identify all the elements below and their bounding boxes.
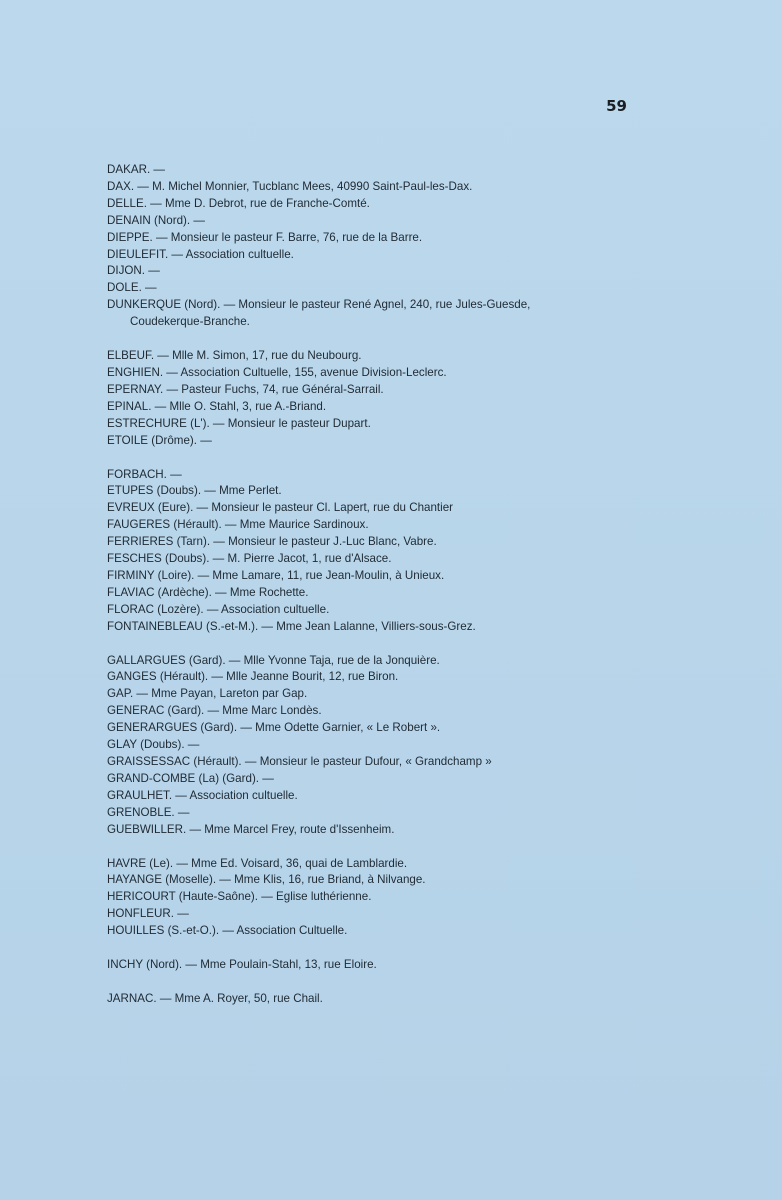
entry-text: DOLE. — [107, 281, 157, 295]
directory-entry [107, 263, 747, 280]
entry-text: HOUILLES (S.-et-O.). — Association Cultuelle. [107, 924, 348, 938]
entry-text: GRENOBLE. — [107, 805, 190, 819]
entry-text: GUEBWILLER. — Mme Marcel Frey, route d'Issenheim. [107, 822, 395, 836]
directory-entry [107, 162, 747, 179]
directory-entry [107, 737, 747, 754]
directory-entry [107, 669, 747, 686]
directory-entry [107, 906, 747, 923]
entry-text: GRAISSESSAC (Hérault). — Monsieur le pasteur Dufour, « Grandchamp » [107, 755, 492, 768]
directory-entry [107, 467, 747, 484]
entry-text: EPERNAY. — Pasteur Fuchs, 74, rue Général-Sarrail. [107, 382, 384, 396]
entry-text: DIJON. — [107, 264, 160, 278]
entry-text: FORBACH. — [107, 467, 182, 481]
directory-entry [107, 382, 747, 399]
directory-entry [107, 399, 747, 416]
directory-entry [107, 788, 747, 805]
entry-text: ELBEUF. — Mlle M. Simon, 17, rue du Neubourg. [107, 349, 362, 363]
entry-text: FERRIERES (Tarn). — Monsieur le pasteur J.-Luc Blanc, Vabre. [107, 535, 437, 549]
directory-entry [107, 179, 747, 196]
directory-entry [107, 297, 747, 331]
directory-entry [107, 754, 747, 771]
entry-text: FLORAC (Lozère). — Association cultuelle. [107, 602, 330, 616]
entry-text: GRAULHET. — Association cultuelle. [107, 788, 298, 802]
entry-text: JARNAC. — Mme A. Royer, 50, rue Chail. [107, 991, 323, 1005]
entry-text: DIEPPE. — Monsieur le pasteur F. Barre, 76, rue de la Barre. [107, 230, 423, 244]
entry-text: HONFLEUR. — [107, 907, 189, 921]
directory-entry [107, 280, 747, 297]
entry-text: GENERAC (Gard). — Mme Marc Londès. [107, 704, 322, 718]
directory-entry [107, 889, 747, 906]
directory-entry [107, 872, 747, 889]
entry-group-g [107, 653, 747, 839]
entry-text: EVREUX (Eure). — Monsieur le pasteur Cl. Lapert, rue du Chantier [107, 501, 454, 515]
entry-text: GAP. — Mme Payan, Lareton par Gap. [107, 687, 308, 701]
entry-group-f [107, 467, 747, 636]
directory-entry [107, 822, 747, 839]
entry-text: FAUGERES (Hérault). — Mme Maurice Sardinoux. [107, 518, 369, 532]
entry-text: FESCHES (Doubs). — M. Pierre Jacot, 1, rue d'Alsace. [107, 552, 392, 566]
entry-group-e [107, 348, 747, 449]
entry-group-j [107, 991, 747, 1008]
entry-text: FIRMINY (Loire). — Mme Lamare, 11, rue Jean-Moulin, à Unieux. [107, 568, 445, 582]
directory-entry [107, 433, 747, 450]
entry-text: GANGES (Hérault). — Mlle Jeanne Bourit, 12, rue Biron. [107, 670, 399, 684]
entry-text: FLAVIAC (Ardèche). — Mme Rochette. [107, 585, 309, 599]
directory-entry [107, 957, 747, 974]
page-number: 59 [606, 97, 627, 115]
entry-text: DAX. — M. Michel Monnier, Tucblanc Mees, 40990 Saint-Paul-les-Dax. [107, 179, 473, 193]
directory-entry [107, 991, 747, 1008]
directory-entry [107, 483, 747, 500]
directory-entry [107, 805, 747, 822]
directory-entry [107, 686, 747, 703]
entry-text: ETOILE (Drôme). — [107, 433, 212, 447]
directory-entry [107, 619, 747, 636]
entry-text: DIEULEFIT. — Association cultuelle. [107, 247, 294, 261]
entry-group-h [107, 856, 747, 941]
directory-entry [107, 551, 747, 568]
entry-text: HAVRE (Le). — Mme Ed. Voisard, 36, quai de Lamblardie. [107, 856, 408, 870]
directory-entry [107, 416, 747, 433]
entry-text: FONTAINEBLEAU (S.-et-M.). — Mme Jean Lalanne, Villiers-sous-Grez. [107, 619, 476, 633]
directory-entry [107, 653, 747, 670]
directory-list [107, 162, 747, 1025]
directory-entry [107, 602, 747, 619]
entry-text: ENGHIEN. — Association Cultuelle, 155, avenue Division-Leclerc. [107, 365, 447, 379]
entry-text: DENAIN (Nord). — [107, 213, 205, 227]
directory-entry [107, 230, 747, 247]
directory-entry [107, 856, 747, 873]
entry-text: ESTRECHURE (L'). — Monsieur le pasteur Dupart. [107, 416, 371, 430]
entry-text: HAYANGE (Moselle). — Mme Klis, 16, rue Briand, à Nilvange. [107, 873, 426, 887]
directory-entry [107, 365, 747, 382]
entry-group-i [107, 957, 747, 974]
entry-text: GRAND-COMBE (La) (Gard). — [107, 771, 274, 785]
directory-entry [107, 568, 747, 585]
entry-text: ETUPES (Doubs). — Mme Perlet. [107, 484, 282, 498]
directory-entry [107, 720, 747, 737]
directory-entry [107, 771, 747, 788]
directory-entry [107, 348, 747, 365]
directory-entry [107, 500, 747, 517]
entry-text: DUNKERQUE (Nord). — Monsieur le pasteur René Agnel, 240, rue Jules-Guesde, [107, 298, 531, 312]
directory-entry [107, 517, 747, 534]
directory-entry [107, 196, 747, 213]
directory-entry [107, 534, 747, 551]
directory-entry [107, 213, 747, 230]
entry-continuation: Coudekerque-Branche. [130, 315, 250, 329]
directory-entry [107, 247, 747, 264]
entry-text: DAKAR. — [107, 163, 165, 176]
directory-entry [107, 703, 747, 720]
entry-group-d [107, 162, 747, 331]
directory-entry [107, 923, 747, 940]
entry-text: INCHY (Nord). — Mme Poulain-Stahl, 13, rue Eloire. [107, 958, 377, 972]
entry-text: HERICOURT (Haute-Saône). — Eglise luthérienne. [107, 890, 372, 904]
directory-entry [107, 585, 747, 602]
entry-text: EPINAL. — Mlle O. Stahl, 3, rue A.-Briand. [107, 399, 327, 413]
entry-text: GLAY (Doubs). — [107, 738, 200, 752]
entry-text: DELLE. — Mme D. Debrot, rue de Franche-Comté. [107, 196, 370, 210]
entry-text: GENERARGUES (Gard). — Mme Odette Garnier, « Le Robert ». [107, 721, 441, 735]
entry-text: GALLARGUES (Gard). — Mlle Yvonne Taja, rue de la Jonquière. [107, 653, 440, 667]
